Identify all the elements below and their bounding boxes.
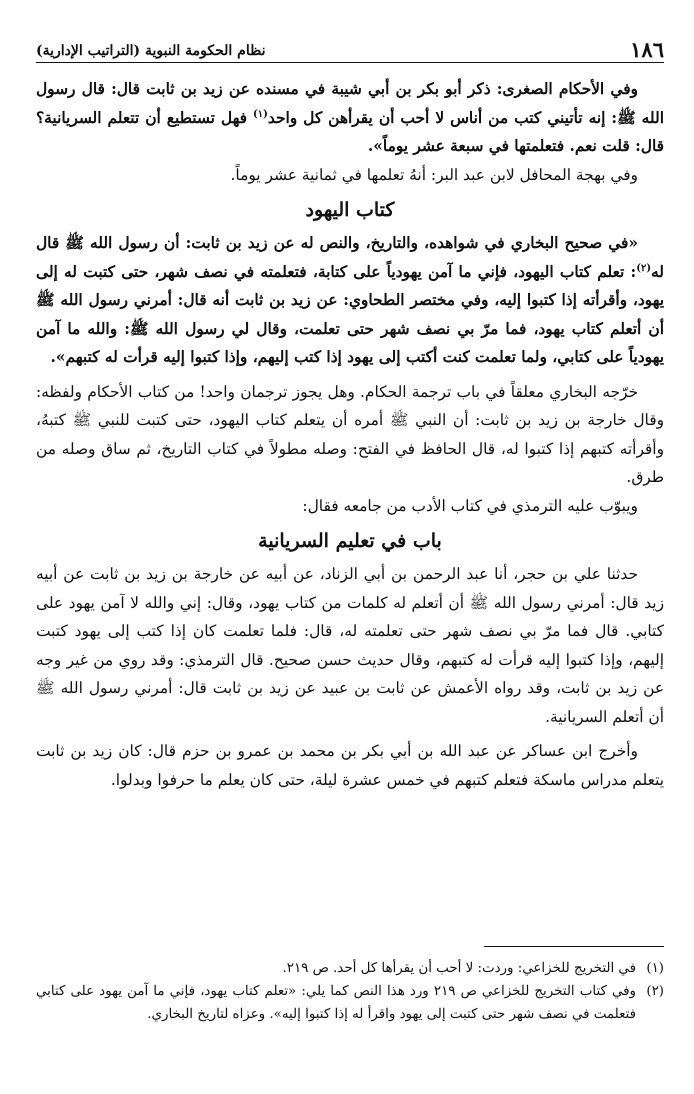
paragraph-text: فهل تستطيع أن تتعلم السريانية؟ قال: قلت نعم. فتعلمتها في سبعة عشر يوماً». (36, 108, 664, 155)
footnote (36, 957, 664, 980)
footnote-reference: (١) (253, 108, 268, 120)
section-heading: باب في تعليم السريانية (258, 530, 442, 552)
running-title: نظام الحكومة النبوية (التراتيب الإدارية) (36, 43, 266, 59)
section-heading: كتاب اليهود (305, 199, 395, 221)
footnote-number: (٢) (646, 984, 664, 999)
page-number: ١٨٦ (630, 37, 664, 62)
footnote-reference: (٢) (636, 262, 652, 274)
footnote (36, 980, 664, 1026)
quoted-paragraph (36, 229, 664, 372)
paragraph (36, 75, 664, 161)
footnote-text: وفي كتاب التخريج للخزاعي ص ٢١٩ ورد هذا النص كما يلي: «تعلم كتاب يهود، فإني ما آمن يهود على كتابي فتعلمت في نصف شهر حتى كتبت إلى يهود واقرأ له إذا كتبوا إليه». وعزاه لتاريخ البخاري. (36, 984, 636, 1022)
paragraph: وأخرج ابن عساكر عن عبد الله بن أبي بكر بن محمد بن عمرو بن حزم قال: كان زيد بن ثابت يتعلم مدراس ماسكة فتعلم كتبهم في خمس عشرة ليلة، حتى كان يعلم ما حرفوا وبدلوا. (36, 742, 664, 789)
paragraph: حدثنا علي بن حجر، أنا عبد الرحمن بن أبي الزناد، عن أبيه عن خارجة بن زيد بن ثابت عن أبيه زيد قال: أمرني رسول الله ﷺ أن أتعلم له كلمات من كتاب يهود، وقال: إني والله لا آمن يهود على كتابي. قال فما مرّ بي نصف شهر حتى تعلمته له، قال: فلما تعلمت كان إذا كتب إلى يهود كتبت إليهم، وإذا كتبوا إليه قرأت له كتبهم، وقال حديث حسن صحيح. قال الترمذي: وقد روي من غير وجه عن زيد بن ثابت، وقد رواه الأعمش عن ثابت بن عبيد عن زيد بن ثابت قال: أمرني رسول الله ﷺ أن أتعلم السريانية. (36, 565, 664, 726)
footnotes (36, 946, 664, 1026)
main-content (36, 75, 664, 794)
paragraph: ويبوّب عليه الترمذي في كتاب الأدب من جامعه فقال: (302, 496, 638, 515)
footnote-divider (484, 946, 664, 947)
paragraph-text: وفي الأحكام الصغرى: ذكر أبو بكر بن أبي شيبة في مسنده عن زيد بن ثابت قال: قال رسول الله ﷺ: إنه تأتيني كتب من أناس لا أحب أن يقرأهن كل واحد (36, 80, 664, 127)
page-header (36, 28, 664, 63)
paragraph-text: «في صحيح البخاري في شواهده، والتاريخ، والنص له عن زيد بن ثابت: أن رسول الله ﷺ قال له (36, 234, 664, 281)
paragraph-text: : تعلم كتاب اليهود، فإني ما آمن يهودياً على كتابة، فتعلمته في نصف شهر، حتى كتبت له إلى يهود، وأقرأته إذا كتبوا إليه، وفي مختصر الطحاوي: عن زيد بن ثابت أنه قال: أمرني رسول الله ﷺ أن أتعلم كتاب يهود، فما مرّ بي نصف شهر حتى تعلمت، وقال لي رسول الله ﷺ: والله ما آمن يهودياً على كتابي، ولما تعلمت كنت أكتب إلى يهود إذا كتب إليهم، وإذا كتبوا إليه قرأت له كتبهم». (36, 262, 664, 366)
paragraph: وفي بهجة المحافل لابن عبد البر: أنهُ تعلمها في ثمانية عشر يوماً. (230, 165, 638, 184)
document-page (36, 28, 664, 1074)
footnote-text: في التخريج للخزاعي: وردت: لا أحب أن يقرأها كل أحد. ص ٢١٩. (282, 961, 636, 976)
footnote-number: (١) (646, 961, 664, 976)
paragraph: خرّجه البخاري معلقاً في باب ترجمة الحكام. وهل يجوز ترجمان واحد! من كتاب الأحكام ولفظه: وقال خارجة بن زيد بن ثابت: أن النبي ﷺ أمره أن يتعلم كتاب اليهود، حتى كتبت للنبي ﷺ كتبهُ، وأقرأته كتبهم إذا كتبوا له، قال الحافظ في الفتح: وصله مطولاً في كتاب التاريخ، ثم ساق وصله من طرق. (36, 382, 664, 486)
